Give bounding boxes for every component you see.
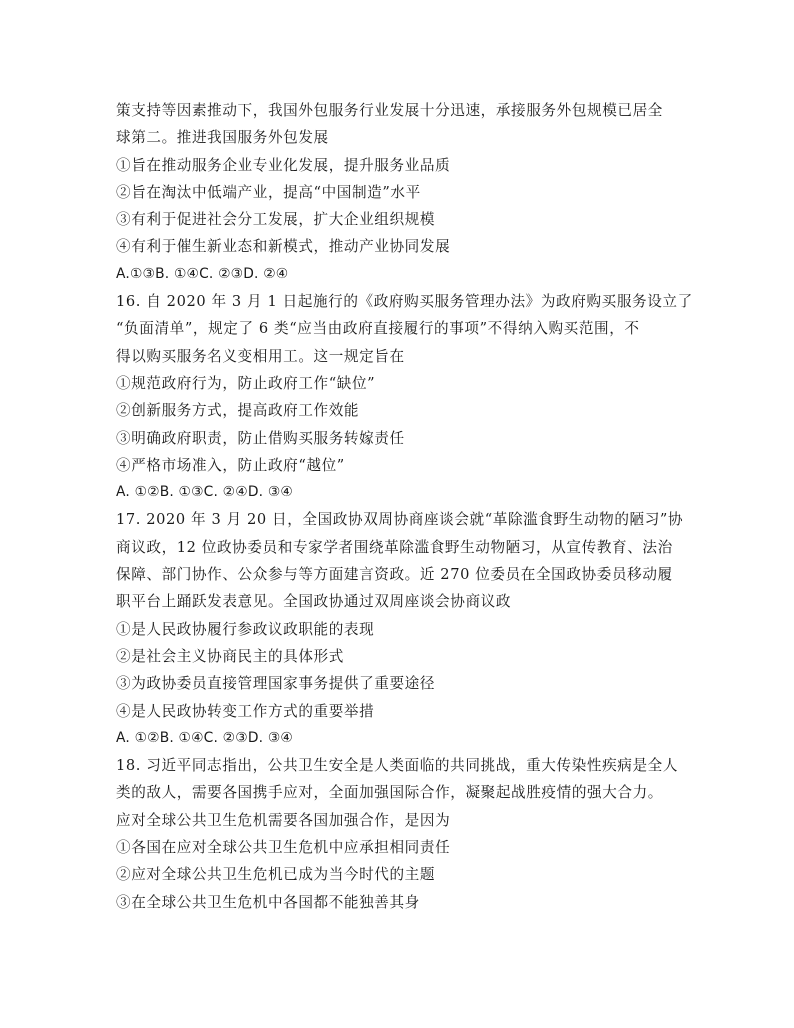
option-line: ①各国在应对全球公共卫生危机中应承担相同责任	[116, 839, 451, 857]
option-line: ①旨在推动服务企业专业化发展，提升服务业品质	[116, 156, 451, 174]
text-line: 策支持等因素推动下，我国外包服务行业发展十分迅速，承接服务外包规模已居全	[116, 102, 663, 119]
answer-choices: A. ①②B. ①③C. ②④D. ③④	[116, 484, 293, 501]
option-line: ③在全球公共卫生危机中各国都不能独善其身	[116, 893, 420, 911]
question-17: 17. 2020 年 3 月 20 日，全国政协双周协商座谈会就“革除滥食野生动物的陋习”协	[116, 511, 684, 529]
option-line: ③有利于促进社会分工发展，扩大企业组织规模	[116, 211, 436, 229]
text-line: “负面清单”，规定了 6 类“应当由政府直接履行的事项”不得纳入购买范围，不	[116, 320, 640, 338]
option-line: ②是社会主义协商民主的具体形式	[116, 647, 344, 665]
option-line: ④是人民政协转变工作方式的重要举措	[116, 702, 375, 720]
text-line: 商议政，12 位政协委员和专家学者围绕革除滥食野生动物陋习，从宣传教育、法治	[116, 538, 673, 556]
text-line: 职平台上踊跃发表意见。全国政协通过双周座谈会协商议政	[116, 593, 512, 611]
option-line: ②应对全球公共卫生危机已成为当今时代的主题	[116, 866, 436, 884]
document-body	[116, 97, 696, 916]
text-line: 保障、部门协作、公众参与等方面建言资政。近 270 位委员在全国政协委员移动履	[116, 566, 673, 584]
text-line: 类的敌人，需要各国携手应对，全面加强国际合作，凝聚起战胜疫情的强大合力。	[116, 784, 663, 802]
option-line: ④有利于催生新业态和新模式，推动产业协同发展	[116, 238, 451, 256]
option-line: ③为政协委员直接管理国家事务提供了重要途径	[116, 675, 436, 693]
option-line: ④严格市场准入，防止政府“越位”	[116, 456, 345, 474]
answer-choices: A. ①②B. ①④C. ②③D. ③④	[116, 729, 293, 746]
text-line: 球第二。推进我国服务外包发展	[116, 129, 329, 147]
option-line: ②旨在淘汰中低端产业，提高“中国制造”水平	[116, 183, 421, 201]
question-18: 18. 习近平同志指出，公共卫生安全是人类面临的共同挑战，重大传染性疾病是全人	[116, 757, 679, 775]
option-line: ①是人民政协履行参政议政职能的表现	[116, 620, 375, 638]
option-line: ①规范政府行为，防止政府工作“缺位”	[116, 374, 376, 392]
question-16: 16. 自 2020 年 3 月 1 日起施行的《政府购买服务管理办法》为政府购买服务设立了	[116, 293, 693, 311]
text-line: 应对全球公共卫生危机需要各国加强合作，是因为	[116, 811, 451, 829]
option-line: ②创新服务方式，提高政府工作效能	[116, 402, 360, 420]
option-line: ③明确政府职责，防止借购买服务转嫁责任	[116, 429, 405, 447]
text-line: 得以购买服务名义变相用工。这一规定旨在	[116, 347, 405, 365]
answer-choices: A.①③B. ①④C. ②③D. ②④	[116, 265, 289, 282]
